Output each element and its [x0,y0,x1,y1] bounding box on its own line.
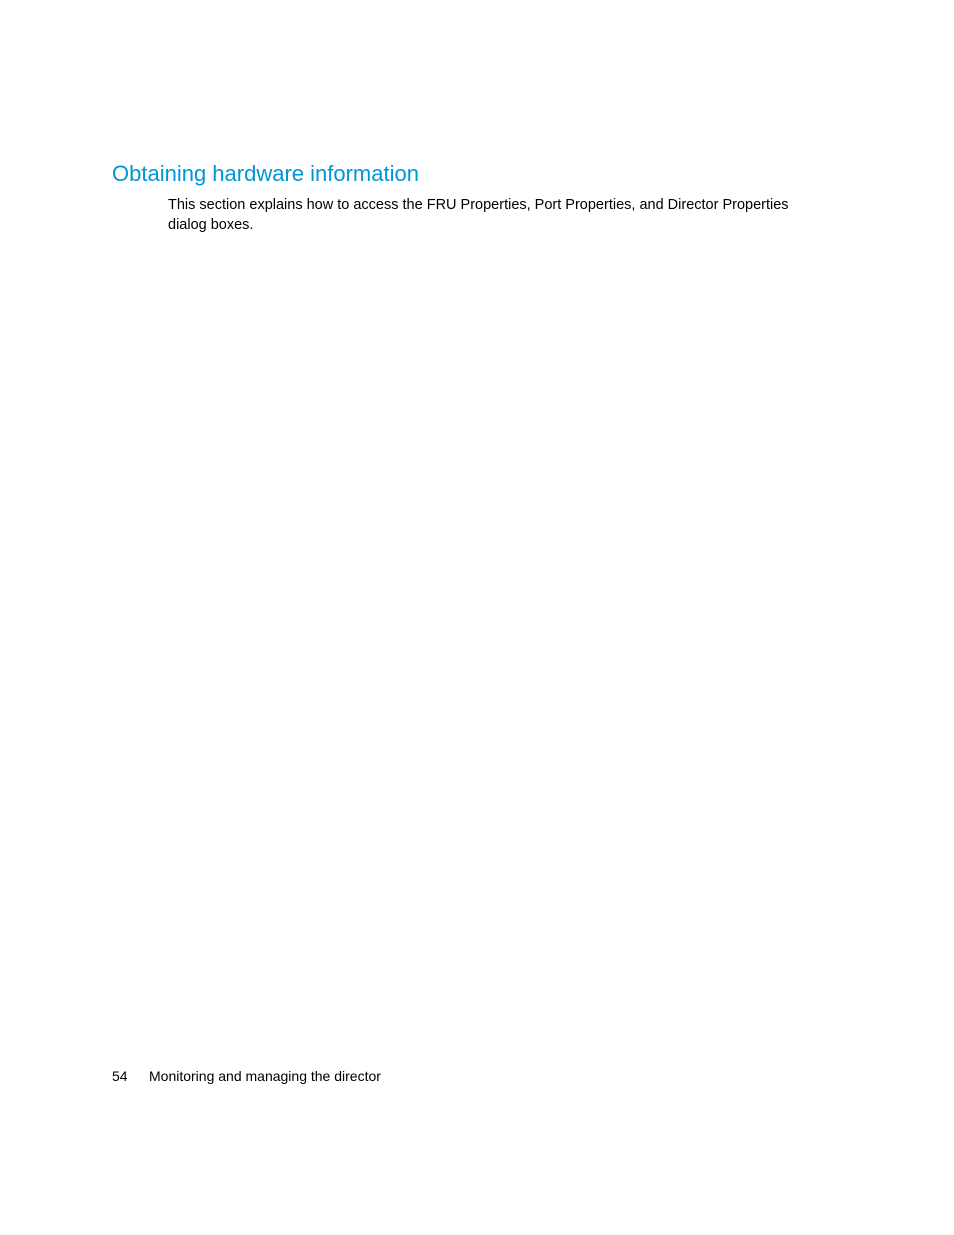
page-footer [112,1067,381,1085]
section-heading: Obtaining hardware information [112,161,419,186]
page-number: 54 [112,1068,128,1084]
footer-chapter-title: Monitoring and managing the director [149,1068,381,1084]
section-intro-paragraph: This section explains how to access the FRU Properties, Port Properties, and Director Properties dialog boxes. [168,197,789,233]
